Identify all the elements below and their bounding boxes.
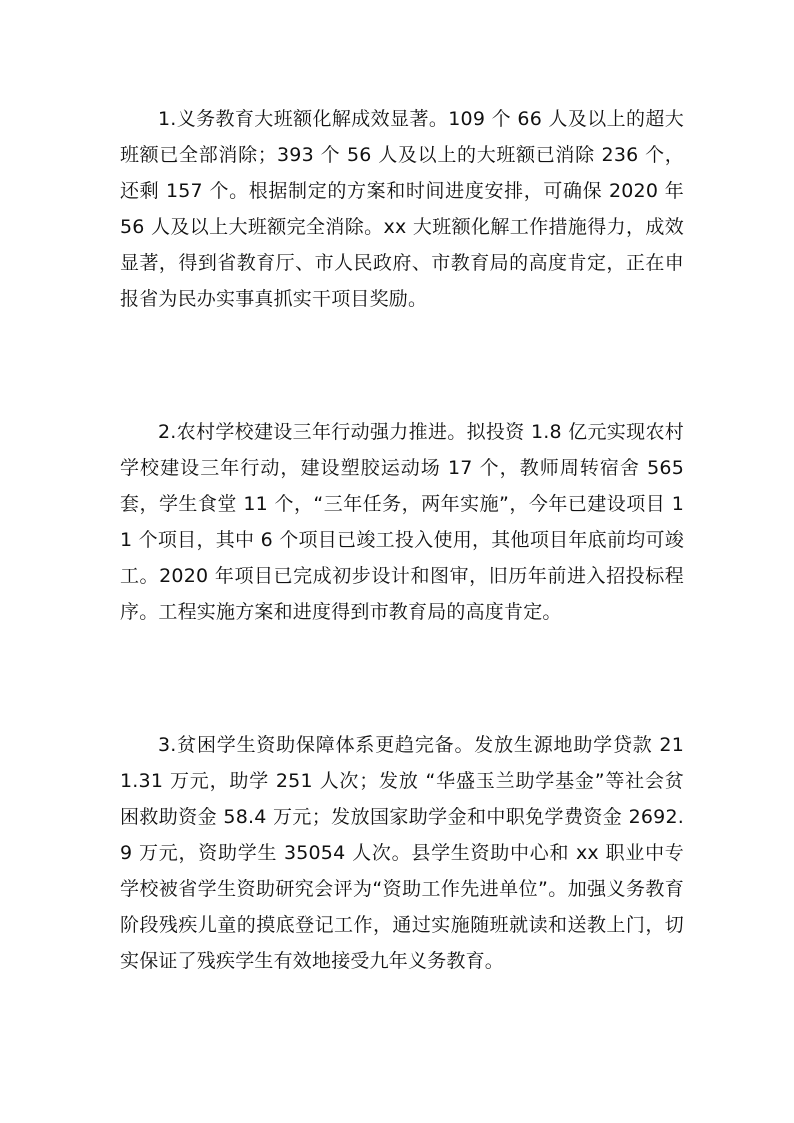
paragraph-student-financial-aid: 3.贫困学生资助保障体系更趋完备。发放生源地助学贷款 211.31 万元，助学 251 人次；发放 “华盛玉兰助学基金”等社会贫困救助资金 58.4 万元；发放国家助学金和中职免学费资金 2692.9 万元，资助学生 35054 人次。县学生资助中心和 xx 职业中专学校被省学生资助研究会评为“资助工作先进单位”。加强义务教育阶段残疾儿童的摸底登记工作，通过实施随班就读和送教上门，切实保证了残疾学生有效地接受九年义务教育。 [120,734,684,972]
paragraph-rural-school-construction: 2.农村学校建设三年行动强力推进。拟投资 1.8 亿元实现农村学校建设三年行动，建设塑胶运动场 17 个，教师周转宿舍 565 套，学生食堂 11 个，“三年任务，两年实施”，今年已建设项目 11 个项目，其中 6 个项目已竣工投入使用，其他项目年底前均可竣工。2020 年项目已完成初步设计和图审，旧历年前进入招投标程序。工程实施方案和进度得到市教育局的高度肯定。 [120,421,684,623]
paragraph-class-size-reduction: 1.义务教育大班额化解成效显著。109 个 66 人及以上的超大班额已全部消除；393 个 56 人及以上的大班额已消除 236 个，还剩 157 个。根据制定的方案和时间进度安排，可确保 2020 年 56 人及以上大班额完全消除。xx 大班额化解工作措施得力，成效显著，得到省教育厅、市人民政府、市教育局的高度肯定，正在申报省为民办实事真抓实干项目奖励。 [120,108,684,310]
